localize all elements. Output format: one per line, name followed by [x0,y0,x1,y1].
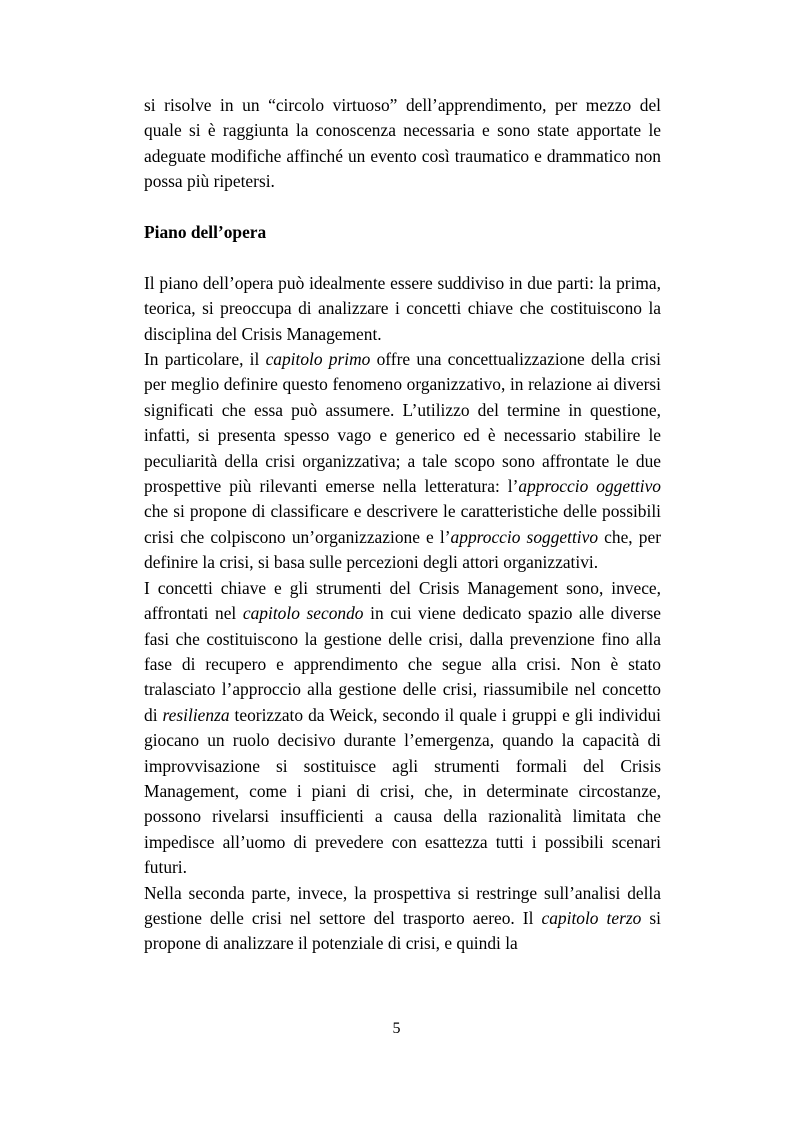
section-heading: Piano dell’opera [144,222,267,243]
text-run: che si propone di classificare e descrivere le caratteristiche delle possibili crisi che colpiscono un’organizzazione e l’ [144,501,661,547]
chapter-two-paragraph [144,576,661,881]
chapter-one-paragraph [144,347,661,576]
plan-paragraph: Il piano dell’opera può idealmente essere suddiviso in due parti: la prima, teorica, si preoccupa di analizzare i concetti chiave che costituiscono la disciplina del Crisis Management. [144,272,661,344]
intro-paragraph: si risolve in un “circolo virtuoso” dell’apprendimento, per mezzo del quale si è raggiunta la conoscenza necessaria e sono state apportate le adeguate modifiche affinché un evento così traumatico e drammatico non possa più ripetersi. [144,95,661,192]
italic-term: approccio soggettivo [450,526,599,547]
page-body [144,93,661,957]
text-run: in cui viene dedicato spazio alle diverse fasi che costituiscono la gestione delle crisi, dalla prevenzione fino alla fase di recupero e apprendimento che segue alla crisi. Non è stato tralasciato l’approccio alla gestione delle crisi, riassumibile nel concetto di [144,603,661,725]
spacer [144,195,661,220]
text-run: Nella seconda parte, invece, la prospettiva si restringe sull’analisi della gestione delle crisi nel settore del trasporto aereo. Il [144,882,661,928]
italic-term: approccio oggettivo [518,476,661,497]
italic-term: resilienza [162,704,230,725]
italic-term: capitolo secondo [242,603,364,624]
text-run: I concetti chiave e gli strumenti del Crisis Management sono, invece, affrontati nel [144,577,661,624]
text-run: teorizzato da Weick, secondo il quale i gruppi e gli individui giocano un ruolo decisivo durante l’emergenza, quando la capacità di improvvisazione si sostituisce agli strumenti formali del Crisis Management, come i piani di crisi, che, in determinate circostanze, possono rivelarsi insufficienti a causa della razionalità limitata che impedisce all’uomo di prevedere con esattezza tutti i possibili scenari futuri. [144,704,661,878]
italic-term: capitolo terzo [541,907,642,928]
italic-term: capitolo primo [265,349,371,370]
chapter-three-paragraph [144,881,661,957]
text-run: si propone di analizzare il potenziale di crisi, e quindi la [144,907,662,954]
text-run: che, per definire la crisi, si basa sulle percezioni degli attori organizzativi. [144,526,661,573]
page-number: 5 [392,1020,401,1037]
text-run: In particolare, il [144,349,266,370]
text-run: offre una concettualizzazione della crisi per meglio definire questo fenomeno organizzativo, in relazione ai diversi significati che essa può assumere. L’utilizzo del termine in questione, infatti, si presenta spesso vago e generico ed è necessario stabilire le peculiarità della crisi organizzativa; a tale scopo sono affrontate le due prospettive più rilevanti emerse nella letteratura: l’ [144,349,661,497]
spacer [144,245,661,270]
